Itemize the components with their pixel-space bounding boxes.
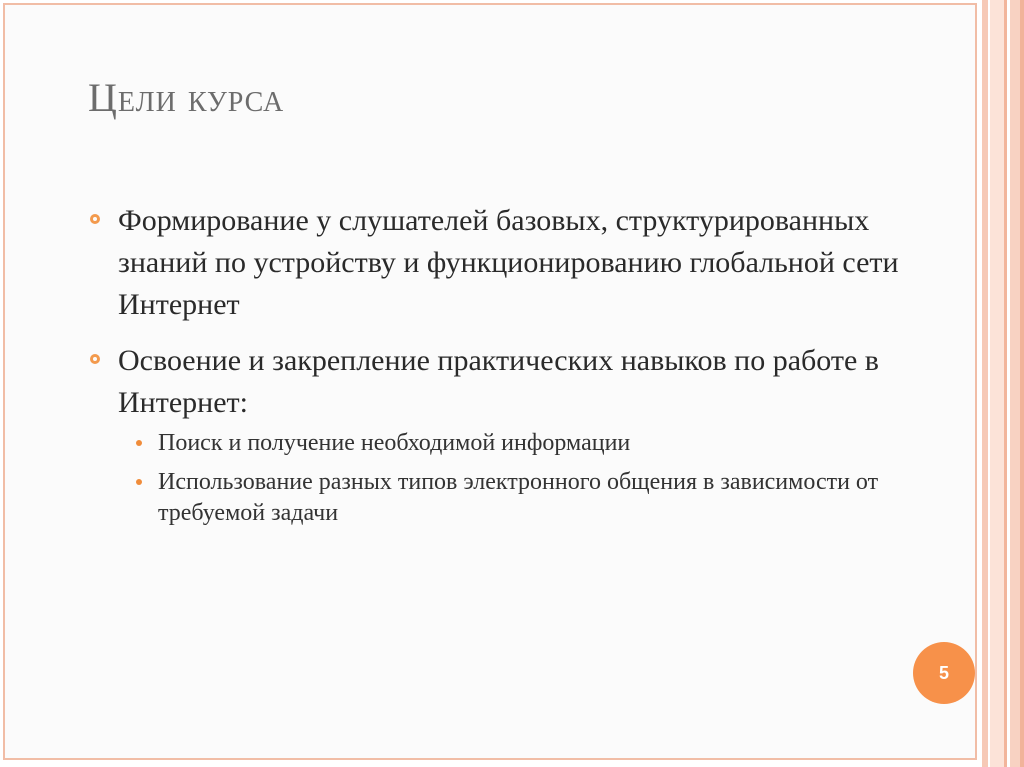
bullet-text: Формирование у слушателей базовых, структурированных знаний по устройству и функционированию глобальной сети Интернет (118, 204, 899, 321)
dot-bullet-icon (136, 479, 142, 485)
ring-bullet-icon (90, 214, 100, 224)
bullet-text: Освоение и закрепление практических навыков по работе в Интернет: (118, 344, 879, 419)
bullet-item (90, 340, 950, 529)
ring-bullet-icon (90, 354, 100, 364)
decorative-stripe (1004, 0, 1007, 767)
bullet-item (90, 200, 950, 326)
sub-bullet-item (118, 428, 950, 459)
decorative-stripe (1020, 0, 1024, 767)
sub-bullet-text: Использование разных типов электронного общения в зависимости от требуемой задачи (158, 469, 879, 526)
decorative-stripe (982, 0, 988, 767)
sub-bullet-text: Поиск и получение необходимой информации (158, 430, 631, 456)
sub-bullet-list (118, 428, 950, 529)
slide-title: Цели курса (88, 75, 285, 120)
sub-bullet-item (118, 467, 950, 529)
page-number: 5 (938, 662, 949, 683)
dot-bullet-icon (136, 440, 142, 446)
decorative-stripe (990, 0, 1004, 767)
page-number-badge (913, 642, 975, 704)
bullet-list (90, 200, 950, 543)
